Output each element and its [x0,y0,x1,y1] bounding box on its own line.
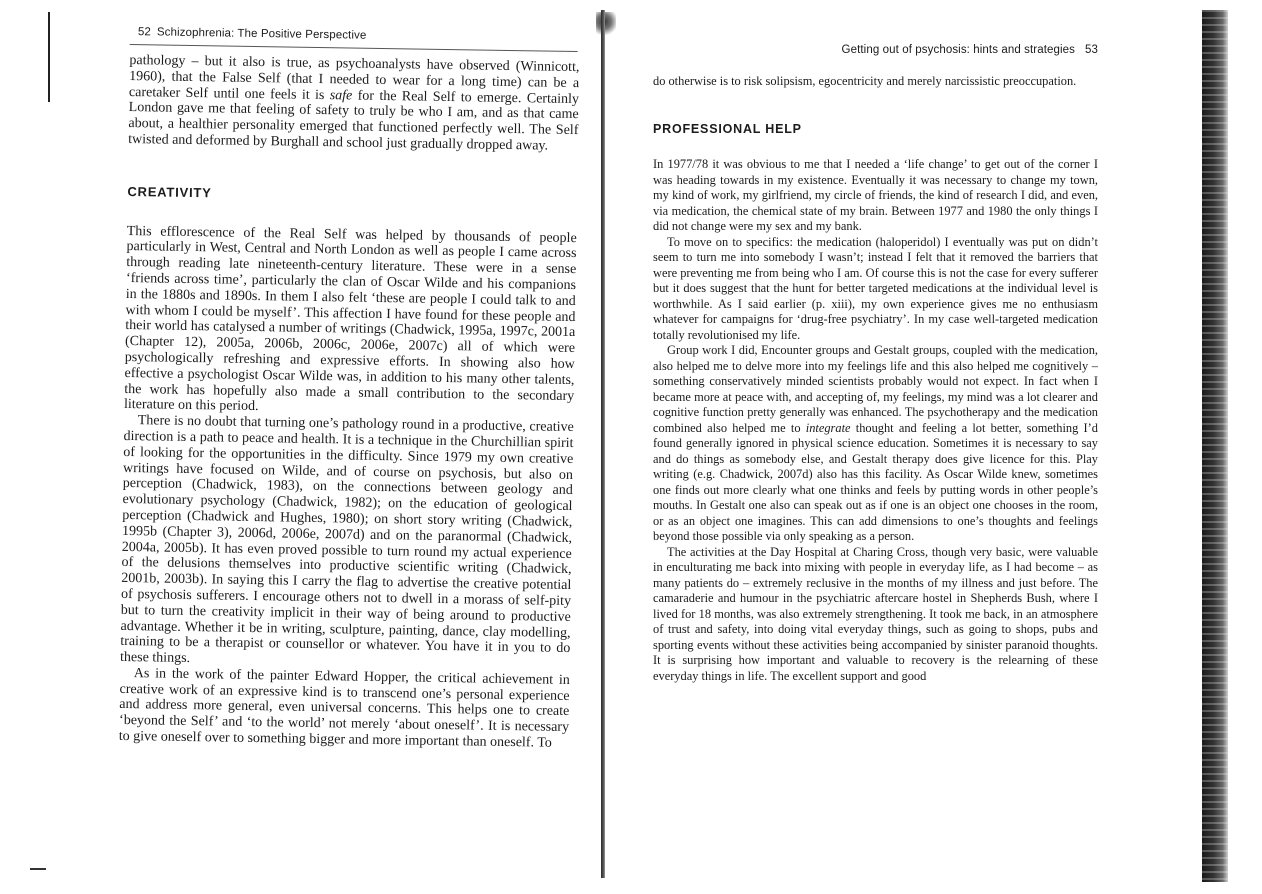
right-paragraph-1: In 1977/78 it was obvious to me that I needed a ‘life change’ to get out of the corner I was heading towards in my existence. Eventually it was necessary to change my town, my kind of work, my girlfriend, my circle of friends, the kind of research I did, and even, via medication, the chemical state of my brain. Between 1977 and 1980 the only things I did not change were my sex and my bank. [653,157,1098,233]
emphasis-text: safe [329,87,353,104]
right-page [653,44,1098,684]
left-paragraph-2: There is no doubt that turning one’s pathology round in a productive, creative direction is a path to peace and health. It is a technique in the Churchillian spirit of looking for the opportunities in the difficulty. Since 1979 my own creative writings have focused on Wilde, and of course on psychosis, but also on perception (Chadwick, 1983), on the connections between geology and evolutionary psychology (Chadwick, 1982); on the education of geological perception (Chadwick and Hughes, 1980); on short story writing (Chadwick, 1995b (Chapter 3), 2006d, 2006e, 2007d) and on the paranormal (Chadwick, 2004a, 2005b). It has even proved possible to turn round my actual experience of the delusions themselves into productive scientific writing (Chadwick, 2001b, 2003b). In saying this I carry the flag to advertise the creative potential of psychosis sufferers. I encourage others not to dwell in a morass of self-pity but to turn the creativity implicit in their way of being around to productive advantage. Whether it be in writing, sculpture, painting, dance, clay modelling, training to be a therapist or counsellor or whatever. You have it in you to do these things. [119,413,574,667]
scan-edge-line [48,12,50,102]
left-page [119,26,580,752]
right-running-head [653,44,1098,56]
text-run: for the Real Self to emerge. Certainly London gave me that feeling of safety to truly be who I am, and as that came about, a healthier personality emerged that functioned perfectly well. The Self twisted and deformed by Burghall and school just gradually dropped away. [128,88,580,154]
right-page-number: 53 [1085,44,1098,56]
scan-edge-mark [30,868,46,870]
right-paragraph-3 [653,343,1098,545]
page-edge-stack [1202,10,1228,882]
text-run: Group work I did, Encounter groups and Gestalt groups, coupled with the medication, also helped me to delve more into my feelings life and this also helped me cognitively – something conservatively minded scientists probably would not expect. In fact when I became more at peace with, and accepting of, my feelings, my mind was a lot clearer and cognitive function pretty generally was enhanced. The psychotherapy and the medication combined also helped me to [653,343,1098,435]
left-paragraph-3: As in the work of the painter Edward Hopper, the critical achievement in creative work of an expressive kind is to transcend one’s personal experience and address more general, even universal concerns. This helps one to create ‘beyond the Self’ and ‘to the world’ not merely ‘about oneself’. It is necessary to give oneself over to something bigger and more important than oneself. To [118,666,570,751]
right-body-text [653,74,1098,684]
left-body-text [119,53,580,752]
left-paragraph-1: This efflorescence of the Real Self was helped by thousands of people particularly in West, Central and North London as well as people I came across through reading late nineteenth-century literature. These were in a sense ‘friends across time’, particularly the clan of Oscar Wilde and his companions in the 1880s and 1890s. In them I also felt ‘these are people I could talk to and with whom I could be myself’. This affection I have found for these people and their world has catalysed a number of writings (Chadwick, 1995a, 1997c, 2001a (Chapter 12), 2005a, 2006b, 2006c, 2006e, 2007c) all of which were psychologically refreshing and expressive efforts. In showing also how effective a psychologist Oscar Wilde was, in addition to his many other talents, the work has hopefully also made a small contribution to the secondary literature on this period. [123,223,577,415]
right-continuation-paragraph: do otherwise is to risk solipsism, egocentricity and merely narcissistic preoccupation. [653,74,1077,88]
text-run: thought and feeling a lot better, something I’d found generally ignored in physical science education. Sometimes it is necessary to say and do things as somebody else, and Gestalt therapy does give licence for this. Play writing (e.g. Chadwick, 2007d) also has this facility. As Oscar Wilde knew, sometimes one finds out more clearly what one thinks and feels by putting words in other people’s mouths. In Gestalt one also can speak out as if one is an object one chooses in the room, or as an object one imagines. This can add dimensions to one’s thoughts and feelings beyond those possible via only speaking as a person. [653,420,1098,543]
right-paragraph-4: The activities at the Day Hospital at Charing Cross, though very basic, were valuable in enculturating me back into mixing with people in everyday life, as I had become – as many patients do – extremely reclusive in the months of my illness and just before. The camaraderie and humour in the psychiatric aftercare hostel in Shepherds Bush, where I lived for 18 months, was also extremely strengthening. It took me back, in an atmosphere of trust and safety, into doing vital everyday things, such as going to shops, pubs and sporting events without these activities being accompanied by sinister paranoid thoughts. It is surprising how important and valuable to recovery is the relearning of these everyday things in life. The excellent support and good [653,544,1098,683]
section-heading-professional-help: PROFESSIONAL HELP [653,121,802,136]
left-page-number: 52 [137,26,151,39]
left-running-title: Schizophrenia: The Positive Perspective [156,26,367,42]
section-heading-creativity: CREATIVITY [127,183,212,201]
text-run: pathology – but it also is true, as psychoanalysts have observed (Winnicott, 1960), that the False Self (that I needed to wear for a long time) can be a caretaker Self until one feels it is [128,52,580,103]
right-paragraph-2: To move on to specifics: the medication (haloperidol) I eventually was put on didn’t seem to turn me into somebody I wasn’t; instead I felt that it removed the barriers that were preventing me from being who I am. Of course this is not the case for every sufferer but it does suggest that the hunt for better targeted medications at the individual level is worthwhile. As I said earlier (p. xiii), my own experience gives me no enthusiasm whatever for campaigns for ‘drug-free psychiatry’. In my case well-targeted medication totally revolutionised my life. [653,234,1098,342]
emphasis-text: integrate [805,420,851,435]
book-gutter [601,10,605,878]
left-running-head [130,26,580,45]
header-rule [130,44,578,52]
binding-shadow [596,12,616,36]
left-intro-paragraph [128,53,579,155]
right-running-title: Getting out of psychosis: hints and strategies [841,44,1075,56]
